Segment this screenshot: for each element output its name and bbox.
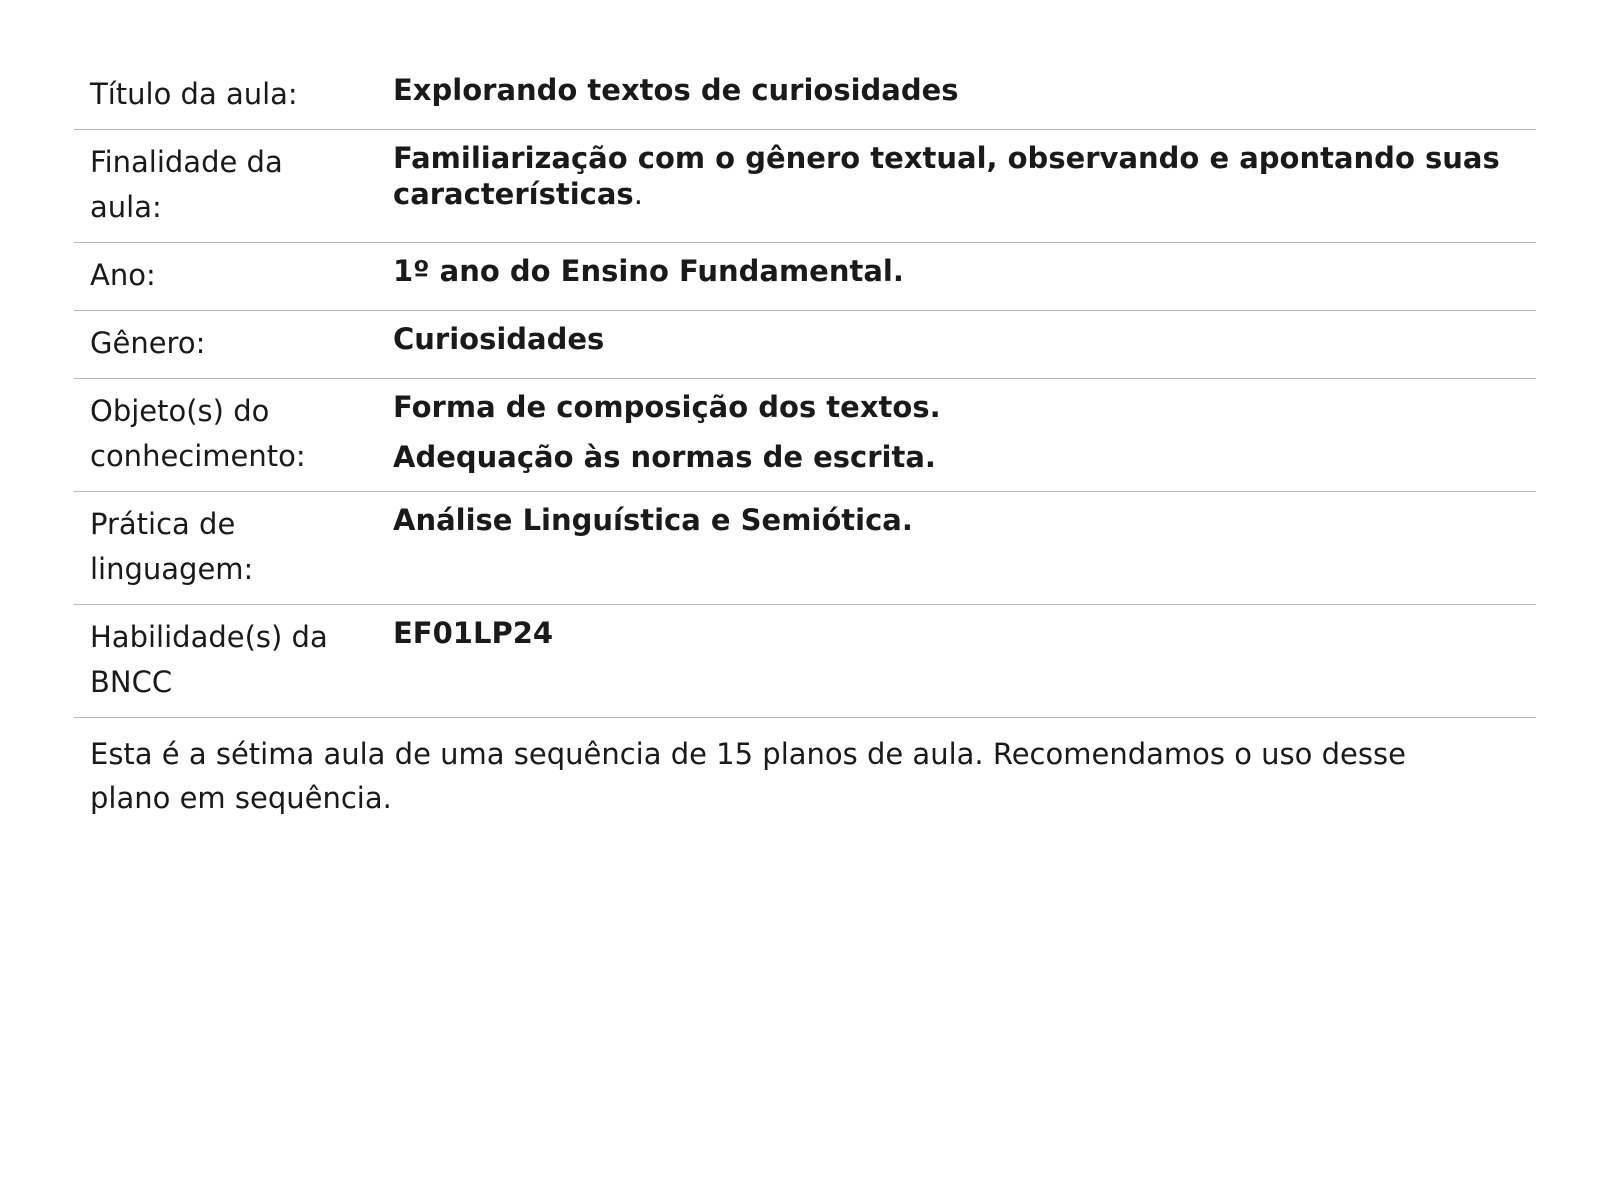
value-line: Adequação às normas de escrita. [393, 440, 936, 474]
lesson-plan-sheet [74, 0, 1536, 820]
row-pratica [74, 492, 1536, 605]
row-value [377, 311, 1536, 379]
row-label: Objeto(s) do conhecimento: [90, 394, 306, 473]
row-objeto [74, 379, 1536, 492]
row-label: Habilidade(s) da BNCC [90, 620, 328, 699]
row-label: Prática de linguagem: [90, 507, 254, 586]
row-value [377, 605, 1536, 718]
value-line: 1º ano do Ensino Fundamental. [393, 254, 904, 288]
row-value [377, 243, 1536, 311]
row-ano [74, 243, 1536, 311]
value-line: Familiarização com o gênero textual, observando e apontando suas características [393, 141, 1500, 211]
row-titulo [74, 62, 1536, 130]
row-value [377, 62, 1536, 130]
row-genero [74, 311, 1536, 379]
row-value [377, 130, 1536, 243]
value-line: Curiosidades [393, 322, 605, 356]
value-line: Análise Linguística e Semiótica. [393, 503, 913, 537]
row-value [377, 379, 1536, 492]
row-finalidade [74, 130, 1536, 243]
value-line: Explorando textos de curiosidades [393, 73, 959, 107]
row-habilidade [74, 605, 1536, 718]
value-line: EF01LP24 [393, 616, 554, 650]
row-label: Ano: [90, 258, 156, 292]
row-label: Gênero: [90, 326, 206, 360]
row-label: Finalidade da aula: [90, 145, 283, 224]
lesson-plan-table [74, 62, 1536, 718]
row-label: Título da aula: [90, 77, 298, 111]
row-value [377, 492, 1536, 605]
sequence-note: Esta é a sétima aula de uma sequência de 15 planos de aula. Recomendamos o uso desse plano em sequência. [90, 737, 1406, 815]
value-tail: . [633, 177, 643, 211]
value-line: Forma de composição dos textos. [393, 390, 941, 424]
